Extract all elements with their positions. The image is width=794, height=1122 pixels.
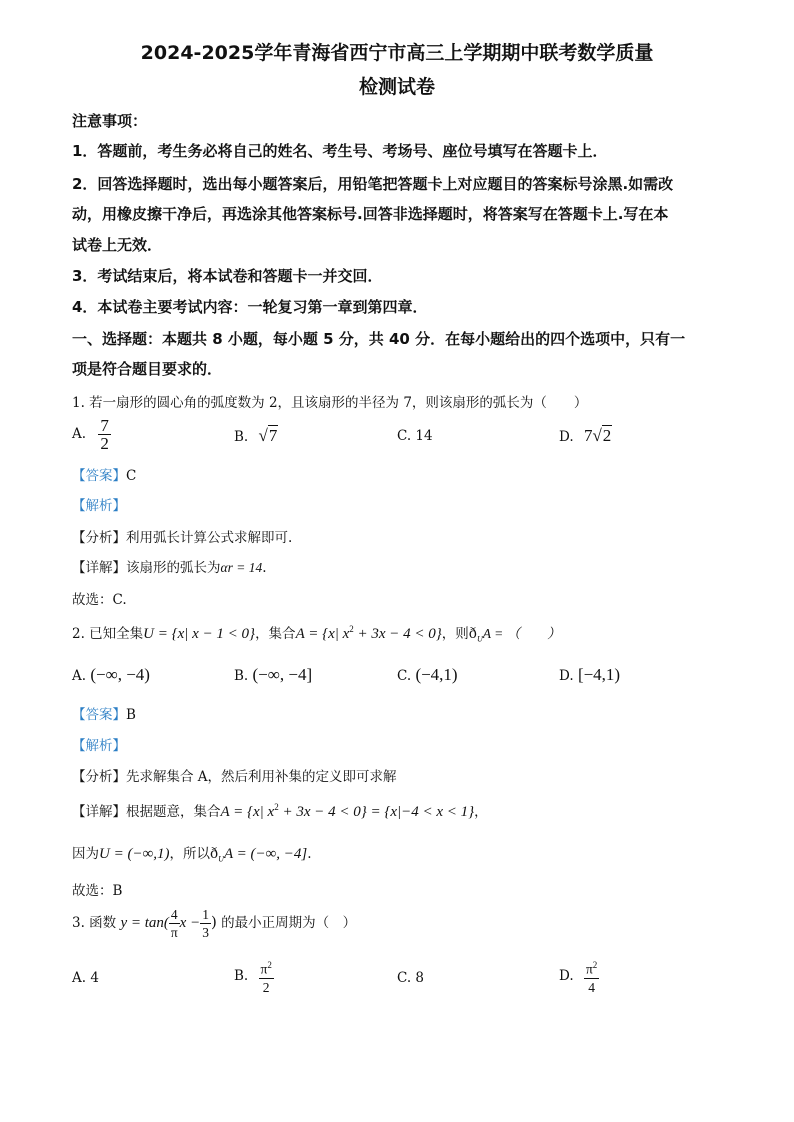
q1-detail-tag: 【详解】 (72, 560, 126, 576)
q2-option-d-label: D. (559, 668, 574, 684)
q2-fenxi-tag: 【分析】 (72, 769, 126, 785)
q2-set-a-pre: A = {x| x (295, 626, 350, 642)
q1-choose: 故选：C. (72, 592, 127, 608)
q2-option-d-value: [−4,1) (577, 665, 621, 684)
q1-option-c: C. 14 (397, 428, 433, 444)
q2-option-a-value: (−∞, −4) (90, 665, 150, 684)
q2-universal-set: U = {x| x − 1 < 0} (143, 626, 256, 642)
q2-stem-post: ，则 (441, 626, 469, 642)
q3-d-den: 4 (588, 979, 595, 995)
note-2-line2: 动，用橡皮擦干净后，再选涂其他答案标号.回答非选择题时，将答案写在答题卡上.写在本 (72, 205, 669, 223)
q2-line2-complement-sub: U (218, 854, 224, 864)
q2-option-c-label: C. (397, 668, 412, 684)
q1-option-b-label: B. (234, 429, 249, 445)
q3-d-num: π (585, 961, 593, 977)
q1-a-denominator: 2 (100, 434, 109, 453)
q2-fenxi-text: 先求解集合 A，然后利用补集的定义即可求解 (126, 769, 397, 785)
q1-fenxi-text: 利用弧长计算公式求解即可. (126, 530, 293, 546)
note-3: 3．考试结束后，将本试卷和答题卡一并交回． (72, 267, 383, 285)
q3-d-exp: 2 (592, 960, 598, 970)
q1-detail-end: . (262, 560, 267, 576)
q1-option-a-label: A. (72, 426, 87, 442)
q2-line2-mid: ，所以 (169, 846, 211, 862)
q2-option-d (559, 665, 620, 685)
q1-option-a (72, 417, 111, 452)
q2-line2-end: . (307, 846, 312, 862)
q3-stem-x: x − (179, 915, 201, 931)
q1-answer-tag: 【答案】 (72, 468, 126, 484)
q3-frac2-den: 3 (202, 925, 209, 940)
q3-b-exp: 2 (267, 960, 272, 970)
q2-complement-a: A = （ ） (482, 626, 561, 641)
q1-option-a-fraction (98, 417, 111, 452)
q2-answer (72, 703, 136, 723)
q3-stem-close: ) (210, 913, 217, 931)
q1-option-b: B. √7 (234, 426, 278, 445)
q1-stem: 1. 若一扇形的圆心角的弧度数为 2，且该扇形的半径为 7，则该扇形的弧长为（ ） (72, 395, 588, 411)
q2-line2-pre: 因为 (72, 846, 99, 862)
q3-stem-post: 的最小正周期为（ ） (221, 915, 357, 931)
q1-a-numerator: 7 (100, 416, 109, 435)
q3-b-den: 2 (262, 979, 270, 995)
q1-detail (72, 556, 267, 576)
q2-set-a-post: + 3x − 4 < 0} (353, 626, 442, 642)
q2-stem-mid: ，集合 (255, 626, 296, 642)
q1-detail-formula: αr = 14 (220, 560, 263, 575)
document-title-line1: 2024-2025学年青海省西宁市高三上学期期中联考数学质量 (140, 42, 654, 64)
section-heading-line1: 一、选择题：本题共 8 小题，每小题 5 分，共 40 分．在每小题给出的四个选项中，只有一 (72, 330, 686, 348)
note-4: 4．本试卷主要考试内容：一轮复习第一章到第四章． (72, 298, 428, 316)
note-2-line1: 2．回答选择题时，选出每小题答案后，用铅笔把答题卡上对应题目的答案标号涂黑.如需改 (72, 175, 674, 193)
q1-d-coefficient: 7 (583, 426, 593, 445)
q3-b-num: π (260, 961, 268, 977)
q2-complement-sub: U (476, 634, 483, 644)
section-heading-line2: 项是符合题目要求的． (72, 360, 223, 378)
q1-fenxi (72, 526, 292, 546)
q2-option-a-label: A. (72, 668, 87, 684)
q3-frac1-num: 4 (170, 907, 178, 922)
q1-answer (72, 464, 136, 484)
q1-analysis-tag: 【解析】 (72, 498, 126, 514)
q2-line2-complement: ð (210, 846, 219, 862)
q2-line2-result: A = (−∞, −4] (223, 846, 308, 862)
q3-option-c: C. 8 (397, 970, 425, 986)
q2-detail-formula-post: + 3x − 4 < 0} = {x|−4 < x < 1} (278, 804, 475, 820)
q1-fenxi-tag: 【分析】 (72, 530, 126, 546)
q1-answer-value: C (126, 468, 137, 484)
q1-option-d: D. 7√2 (559, 426, 612, 445)
q2-detail-end: ， (474, 804, 488, 820)
q3-option-b-label: B. (234, 967, 249, 984)
q3-stem-func: y = tan( (120, 915, 169, 931)
q3-option-d (559, 957, 599, 996)
q2-complement-symbol: ð (468, 626, 477, 642)
notes-heading: 注意事项： (72, 112, 148, 130)
q2-line2-u: U = (−∞,1) (99, 846, 170, 862)
q2-option-b (234, 665, 312, 685)
q2-option-b-value: (−∞, −4] (252, 665, 313, 684)
q2-option-c-value: (−4,1) (415, 665, 458, 684)
q1-detail-text: 该扇形的弧长为 (126, 560, 221, 576)
q1-d-radicand: 2 (602, 426, 612, 445)
document-title-line2: 检测试卷 (358, 76, 435, 98)
q2-analysis-tag: 【解析】 (72, 738, 126, 754)
q3-option-b-fraction (259, 957, 274, 996)
q2-detail-text: 根据题意，集合 (126, 804, 221, 820)
q2-detail-line2 (72, 842, 312, 864)
q3-stem-pre: 3. 函数 (72, 915, 117, 931)
q2-option-a (72, 665, 150, 685)
q3-option-d-fraction (584, 957, 599, 996)
q2-option-b-label: B. (234, 668, 249, 684)
q2-stem-pre: 2. 已知全集 (72, 626, 144, 642)
q2-option-c (397, 665, 458, 685)
q3-option-b (234, 957, 274, 996)
q3-stem (72, 906, 356, 941)
q3-option-d-label: D. (559, 967, 574, 984)
note-1: 1．答题前，考生务必将自己的姓名、考生号、考场号、座位号填写在答题卡上． (72, 142, 608, 160)
q2-detail-formula-pre: A = {x| x (220, 804, 275, 820)
q2-answer-tag: 【答案】 (72, 707, 126, 723)
q2-choose: 故选：B (72, 883, 123, 899)
q3-frac2-num: 1 (202, 907, 209, 922)
q3-frac-1 (169, 906, 180, 941)
q2-detail: 【详解】根据题意，集合A = {x| $x^2 + 3x - 4 < 0\} = \{x|-4 < x < 1\}$， (72, 802, 488, 820)
q3-frac-2 (200, 906, 211, 941)
q2-detail-tag: 【详解】 (72, 804, 126, 820)
note-2-line3: 试卷上无效． (72, 236, 163, 254)
q1-b-radicand: 7 (268, 426, 278, 445)
q2-fenxi (72, 765, 397, 785)
q3-option-a: A. 4 (72, 970, 99, 986)
q2-answer-value: B (126, 707, 136, 723)
q2-stem: 2. 已知全集U = {x| x − 1 < 0}，集合A = {x| $x^2 + 3x - 4 < 0$}，则$ð_UA$ = （ ） (72, 624, 561, 644)
q3-frac1-den: π (170, 925, 178, 940)
q1-option-d-label: D. (559, 429, 574, 445)
